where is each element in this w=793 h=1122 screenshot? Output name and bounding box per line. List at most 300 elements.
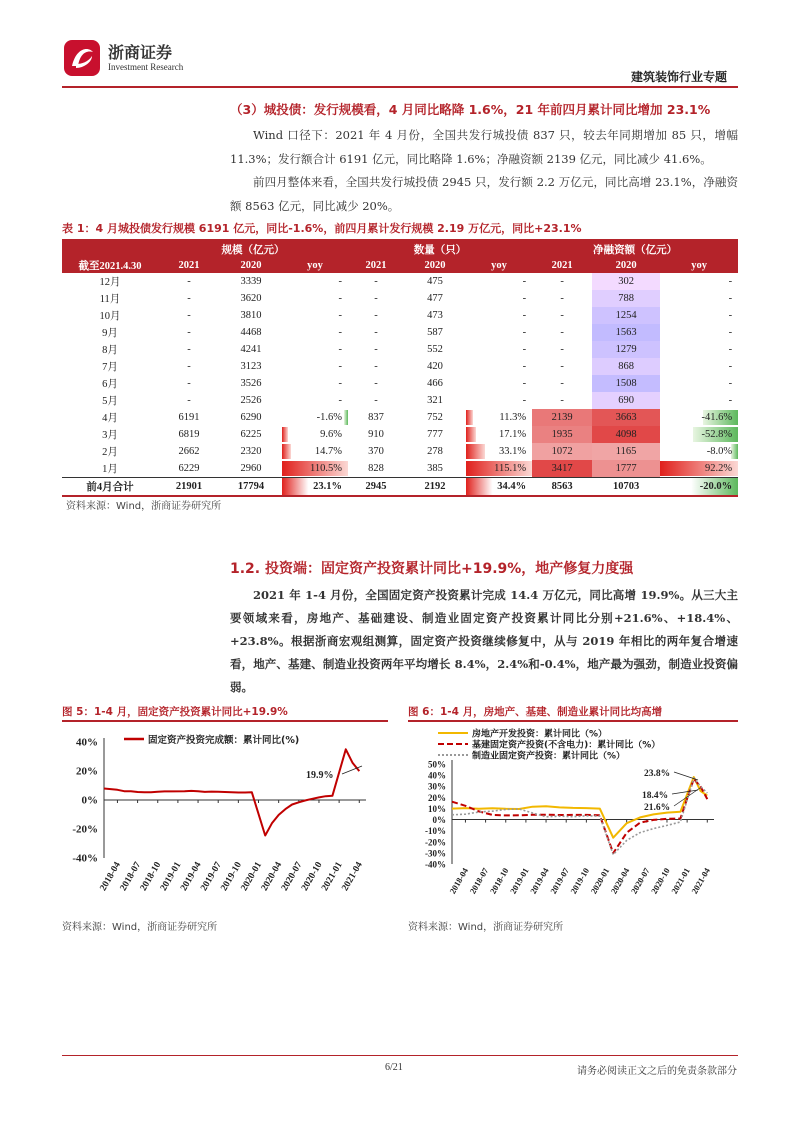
table-cell-value: 2139: [551, 412, 573, 423]
table-row-label: [62, 341, 158, 358]
x-tick-label: 2019-01: [158, 860, 184, 893]
legend-label: 固定资产投资完成额：累计同比(%): [148, 735, 300, 746]
table-row: [62, 358, 738, 375]
table-cell-value: 3417: [551, 463, 573, 474]
table-cell: [348, 426, 404, 443]
table-cell-value: -: [560, 395, 564, 406]
table-cell: [282, 392, 348, 409]
figure5-rule: [62, 720, 388, 722]
table-cell: [282, 273, 348, 290]
table-cell: [282, 341, 348, 358]
table-cell: [592, 341, 660, 358]
y-tick-label: 10%: [428, 803, 446, 814]
table-cell: [158, 324, 220, 341]
table-cell-value: -: [187, 344, 191, 355]
table-cell-value: 2月: [102, 447, 118, 458]
annotation-leader: [674, 788, 700, 806]
table-cell: [466, 392, 532, 409]
table-cell: [592, 426, 660, 443]
table-cell: [404, 460, 466, 478]
legend-label: 基建固定资产投资(不含电力)：累计同比（%）: [472, 740, 661, 751]
table-cell-value: 1935: [551, 429, 573, 440]
table-cell: [404, 392, 466, 409]
table-cell-value: 11.3%: [499, 412, 527, 423]
footer-disclaimer: 请务必阅读正文之后的免责条款部分: [577, 1066, 737, 1077]
table-cell: [532, 392, 592, 409]
table-cell-value: 552: [427, 344, 443, 355]
table-cell: [158, 426, 220, 443]
table-cell: [466, 290, 532, 307]
table-cell-value: 5月: [102, 396, 118, 407]
table-cell-value: -: [187, 378, 191, 389]
table-cell: [660, 375, 738, 392]
table-row: [62, 324, 738, 341]
table-cell: [282, 426, 348, 443]
table-cell: [404, 307, 466, 324]
section-heading-urban-bonds: （3）城投债：发行规模看，4 月同比略降 1.6%，21 年前四月累计同比增加 23.1%: [230, 102, 711, 117]
section-heading-investment: 1.2. 投资端：固定资产投资累计同比+19.9%，地产修复力度强: [230, 561, 634, 577]
table-cell-value: -: [187, 276, 191, 287]
table-cell-value: 1279: [615, 344, 637, 355]
table-cell-value: 110.5%: [310, 463, 343, 474]
x-tick-label: 2020-04: [608, 866, 632, 896]
table-cell: [220, 426, 282, 443]
legend-label: 房地产开发投资：累计同比（%）: [472, 729, 608, 740]
figure6-chart: [408, 724, 738, 910]
table-cell: [404, 324, 466, 341]
table-column-header: yoy: [466, 257, 532, 273]
x-tick-label: 2021-01: [320, 860, 345, 893]
table-cell-value: 9月: [102, 328, 118, 339]
table-cell-value: 4468: [240, 327, 262, 338]
data-label: 23.8%: [644, 769, 671, 779]
table-cell: [348, 307, 404, 324]
table-cell-value: 752: [427, 412, 443, 423]
table-column-header: 2020: [592, 257, 660, 273]
annotation-leader: [674, 772, 698, 780]
x-tick-label: 2018-10: [487, 866, 511, 896]
table-cell-value: 6月: [102, 379, 118, 390]
y-tick-label: 20%: [428, 792, 446, 803]
table-cell: [348, 392, 404, 409]
table-cell: [660, 324, 738, 341]
table-cell: [532, 324, 592, 341]
header-divider: [62, 86, 738, 88]
table-total-cell: 8563: [532, 478, 592, 497]
table-cell: [282, 324, 348, 341]
table-cell-value: 33.1%: [498, 446, 527, 457]
x-tick-label: 2018-07: [118, 860, 144, 893]
figure6-source: 资料来源：Wind，浙商证券研究所: [408, 922, 564, 933]
report-type: 建筑装饰行业专题: [630, 70, 727, 84]
table-cell: [466, 409, 532, 426]
table-column-header: 2020: [220, 257, 282, 273]
table-cell-value: 837: [368, 412, 384, 423]
table-cell: [466, 324, 532, 341]
table-cell-value: 828: [368, 463, 384, 474]
table-row-label: [62, 324, 158, 341]
table-cell-value: 14.7%: [314, 446, 343, 457]
table-cell-value: -: [522, 276, 527, 287]
table-cell-value: 4月: [102, 413, 118, 424]
table-cell-value: 2662: [178, 446, 200, 457]
table-total-cell: 21901: [158, 478, 220, 497]
table-cell: [660, 443, 738, 460]
table-cell-value: 1777: [615, 463, 637, 474]
company-logo-icon: [62, 38, 102, 78]
table-cell-value: -: [338, 293, 343, 304]
yoy-data-bar: [282, 444, 291, 459]
y-tick-label: 40%: [76, 736, 98, 749]
table-cell: [592, 375, 660, 392]
table-cell: [466, 341, 532, 358]
table-cell-value: 6229: [178, 463, 200, 474]
table-cell-value: -: [338, 395, 343, 406]
table-cell: [220, 460, 282, 478]
table-cell: [404, 443, 466, 460]
table-cell-value: 2960: [240, 463, 262, 474]
table-cell-value: 3月: [102, 430, 118, 441]
table-cell-value: 370: [368, 446, 384, 457]
table-cell: [220, 443, 282, 460]
table-cell-value: 115.1%: [494, 463, 527, 474]
table-column-header: 2021: [158, 257, 220, 273]
table-row-label: [62, 375, 158, 392]
table-row-label: [62, 426, 158, 443]
table-cell-value: 6819: [178, 429, 200, 440]
table-cell: [220, 290, 282, 307]
table-cell: [466, 273, 532, 290]
table-cell-value: 3339: [240, 276, 262, 287]
table-cell: [348, 460, 404, 478]
table-cell-value: -: [338, 276, 343, 287]
yoy-data-bar: [466, 410, 472, 425]
table-cell: [404, 358, 466, 375]
table-column-header: yoy: [660, 257, 738, 273]
table-cell: [282, 375, 348, 392]
company-name-cn: 浙商证券: [108, 43, 173, 62]
table-cell-value: -: [560, 276, 564, 287]
table-cell: [592, 460, 660, 478]
table-row: [62, 307, 738, 324]
table-cell-value: 6225: [240, 429, 262, 440]
table-cell-value: -: [374, 310, 378, 321]
table-cell-value: 1508: [615, 378, 637, 389]
table-cell: [592, 307, 660, 324]
figure5-source: 资料来源：Wind，浙商证券研究所: [62, 922, 218, 933]
table-cell: [282, 358, 348, 375]
table-cell-value: -: [522, 361, 527, 372]
data-label: 19.9%: [306, 770, 334, 781]
table-cell-value: -: [187, 395, 191, 406]
footer-divider: [62, 1055, 738, 1056]
table-cell-value: -: [728, 276, 733, 287]
table-cell-value: -: [728, 344, 733, 355]
table-cell-value: 17.1%: [498, 429, 527, 440]
table-cell: [404, 341, 466, 358]
table-row-label: [62, 392, 158, 409]
table-cell: [660, 426, 738, 443]
table-total-cell: 34.4%: [466, 478, 532, 497]
table-cell: [404, 375, 466, 392]
table-cell-value: -: [522, 310, 527, 321]
table-cell: [158, 290, 220, 307]
table-total-cell: -20.0%: [660, 478, 738, 497]
table-cell-value: -: [560, 327, 564, 338]
table-cell-value: -: [338, 310, 343, 321]
urban-bond-table: [62, 241, 738, 497]
table-cell-value: -: [374, 361, 378, 372]
table-cell: [592, 409, 660, 426]
table-row: [62, 460, 738, 478]
x-tick-label: 2020-01: [588, 866, 612, 896]
table-cell-value: -: [374, 378, 378, 389]
table-cell-value: -: [338, 378, 343, 389]
x-tick-label: 2019-07: [548, 866, 571, 896]
x-tick-label: 2019-04: [179, 860, 204, 893]
table-cell-value: -: [187, 293, 191, 304]
table-cell-value: -41.6%: [701, 412, 733, 423]
table-cell: [220, 324, 282, 341]
y-tick-label: -20%: [72, 823, 98, 836]
table-cell: [532, 443, 592, 460]
table-cell: [158, 341, 220, 358]
table-cell-value: 278: [427, 446, 443, 457]
table-cell-value: 4098: [615, 429, 637, 440]
table-cell: [348, 273, 404, 290]
table-cell: [532, 358, 592, 375]
table-cell: [158, 358, 220, 375]
table-cell-value: 92.2%: [704, 463, 733, 474]
table-cell: [348, 341, 404, 358]
table-cell: [660, 392, 738, 409]
x-tick-label: 2018-07: [467, 866, 491, 896]
x-tick-label: 2021-01: [669, 866, 692, 896]
table-cell-value: -: [560, 378, 564, 389]
table-row-header: 截至2021.4.30: [62, 257, 158, 273]
table-cell: [466, 307, 532, 324]
table-cell-value: 466: [427, 378, 443, 389]
table-column-header: 2021: [532, 257, 592, 273]
table-total-label: 前4月合计: [62, 478, 158, 497]
table-cell: [466, 426, 532, 443]
table-cell-value: 788: [618, 293, 634, 304]
table-row-label: [62, 460, 158, 478]
table-cell-value: 1165: [615, 446, 637, 457]
table-cell: [532, 307, 592, 324]
y-tick-label: 50%: [428, 759, 446, 770]
table-cell: [404, 273, 466, 290]
company-name-en: Investment Research: [108, 62, 184, 72]
table-cell: [404, 426, 466, 443]
table-row: [62, 392, 738, 409]
table-header-cell: [62, 241, 158, 257]
paragraph-line: Wind 口径下：2021 年 4 月份，全国共发行城投债 837 只，较去年同期增加 85 只，增幅 11.3%；发行额合计 6191 亿元，同比略降 1.6%；净融资额 2139 亿元，同比减少 41.6%。: [230, 128, 738, 166]
table-cell-value: -: [374, 344, 378, 355]
table-row: [62, 443, 738, 460]
table-row: [62, 273, 738, 290]
x-tick-label: 2019-04: [527, 866, 551, 896]
page-number: 6/21: [385, 1062, 403, 1073]
table-cell: [592, 443, 660, 460]
data-label: 21.6%: [644, 803, 671, 813]
y-tick-label: 0%: [81, 794, 98, 807]
x-tick-label: 2021-04: [340, 860, 365, 893]
table-cell-value: 3526: [240, 378, 262, 389]
table-cell: [532, 409, 592, 426]
x-tick-label: 2020-10: [648, 866, 672, 896]
table-cell: [158, 409, 220, 426]
table-cell-value: -: [560, 293, 564, 304]
table-cell: [592, 273, 660, 290]
y-tick-label: 20%: [76, 765, 98, 778]
table-cell-value: 302: [618, 276, 634, 287]
table-cell: [660, 341, 738, 358]
x-tick-label: 2019-01: [507, 866, 531, 896]
yoy-data-bar: [731, 444, 738, 459]
table-cell: [220, 375, 282, 392]
table-total-row: [62, 478, 738, 497]
data-label: 18.4%: [642, 791, 669, 801]
table-row: [62, 341, 738, 358]
urban-bonds-paragraph: [230, 124, 738, 218]
table-column-header: yoy: [282, 257, 348, 273]
table-row: [62, 409, 738, 426]
table-cell: [404, 409, 466, 426]
table-cell-value: -52.8%: [701, 429, 733, 440]
table-cell-value: 690: [618, 395, 634, 406]
x-tick-label: 2020-01: [239, 860, 265, 893]
paragraph-line: 前四月整体来看，全国共发行城投债 2945 只，发行额 2.2 万亿元，同比高增 23.1%，净融资额 8563 亿元，同比减少 20%。: [230, 175, 738, 213]
table-cell: [220, 273, 282, 290]
table-cell: [348, 443, 404, 460]
y-tick-label: -20%: [425, 837, 446, 848]
table-cell: [220, 392, 282, 409]
table-row: [62, 375, 738, 392]
figure6-title: 图 6：1-4 月，房地产、基建、制造业累计同比均高增: [408, 706, 663, 718]
yoy-data-bar: [466, 427, 476, 442]
table-cell-value: -: [374, 395, 378, 406]
table-cell: [282, 307, 348, 324]
table-column-header: 2020: [404, 257, 466, 273]
table-row: [62, 290, 738, 307]
table-cell-value: 477: [427, 293, 443, 304]
x-tick-label: 2019-07: [199, 860, 224, 893]
y-tick-label: -40%: [425, 859, 446, 870]
y-tick-label: -40%: [72, 852, 98, 865]
table-cell: [532, 375, 592, 392]
table-cell: [532, 290, 592, 307]
table-cell-value: -: [187, 310, 191, 321]
table-cell: [220, 341, 282, 358]
table-cell-value: 1072: [551, 446, 573, 457]
table-cell: [532, 341, 592, 358]
table-cell: [348, 324, 404, 341]
figure5-chart: [62, 724, 388, 910]
table-cell: [660, 273, 738, 290]
y-tick-label: 30%: [428, 781, 446, 792]
table-row-label: [62, 290, 158, 307]
table-cell: [282, 443, 348, 460]
table-cell-value: 777: [427, 429, 443, 440]
table-row-label: [62, 307, 158, 324]
table-cell-value: -: [728, 395, 733, 406]
paragraph-line: 2021 年 1-4 月份，全国固定资产投资累计完成 14.4 万亿元，同比高增 19.9%。从三大主要领域来看，房地产、基础建设、制造业固定资产投资累计同比分别+21.6%、+18.4%、+23.8%。根据浙商宏观组测算，固定资产投资继续修复中，从与 2019 年相比的两年复合增速看，地产、基建、制造业投资两年平均增长 8.4%，2.4%和-0.4%，地产最为强劲，制造业投资偏弱。: [230, 588, 738, 694]
table-cell: [348, 290, 404, 307]
legend-label: 制造业固定资产投资：累计同比（%）: [472, 751, 626, 762]
table-cell-value: -: [522, 378, 527, 389]
table-cell-value: 1563: [615, 327, 637, 338]
table-cell-value: -: [522, 344, 527, 355]
table-row: [62, 426, 738, 443]
table-cell: [158, 375, 220, 392]
table-cell: [220, 358, 282, 375]
table-cell-value: -: [728, 310, 733, 321]
x-tick-label: 2020-10: [300, 860, 325, 893]
table-cell-value: 7月: [102, 362, 118, 373]
table-source: 资料来源：Wind，浙商证券研究所: [66, 501, 222, 512]
table-body: [62, 273, 738, 496]
table-cell: [282, 290, 348, 307]
y-tick-label: -30%: [425, 848, 446, 859]
x-tick-label: 2020-04: [259, 860, 285, 893]
x-tick-label: 2018-10: [138, 860, 164, 893]
table-cell-value: 3620: [240, 293, 262, 304]
table-group-header: 数量（只）: [348, 241, 532, 257]
table-cell-value: -: [728, 293, 733, 304]
figure5-title: 图 5：1-4 月，固定资产投资累计同比+19.9%: [62, 706, 288, 718]
table-cell-value: -: [560, 310, 564, 321]
table-cell-value: 8月: [102, 345, 118, 356]
yoy-data-bar: [282, 427, 288, 442]
table-cell: [466, 460, 532, 478]
table-cell-value: 2320: [240, 446, 262, 457]
table-cell: [158, 307, 220, 324]
table-cell: [158, 460, 220, 478]
table-cell: [466, 443, 532, 460]
table-title: 表 1：4 月城投债发行规模 6191 亿元，同比-1.6%，前四月累计发行规模 2.19 万亿元，同比+23.1%: [62, 222, 582, 235]
x-tick-label: 2018-04: [447, 866, 471, 896]
table-cell-value: -: [728, 361, 733, 372]
table-cell: [660, 358, 738, 375]
table-cell-value: 3123: [240, 361, 262, 372]
table-cell: [158, 392, 220, 409]
table-cell-value: 3810: [240, 310, 262, 321]
table-cell-value: 3663: [615, 412, 637, 423]
table-cell-value: 10月: [99, 311, 121, 322]
table-cell: [466, 375, 532, 392]
figure6-rule: [408, 720, 738, 722]
table-cell-value: -: [728, 378, 733, 389]
table-cell: [660, 460, 738, 478]
series-line: [104, 749, 359, 835]
x-tick-label: 2020-07: [279, 860, 305, 893]
table-total-cell: 17794: [220, 478, 282, 497]
series-line: [452, 778, 707, 855]
table-cell: [532, 426, 592, 443]
table-column-header: 2021: [348, 257, 404, 273]
table-cell: [348, 375, 404, 392]
table-cell-value: -: [560, 361, 564, 372]
table-cell: [282, 460, 348, 478]
table-group-header-row: [62, 241, 738, 257]
table-cell-value: 473: [427, 310, 443, 321]
table-cell-value: 321: [427, 395, 443, 406]
table-group-header: 规模（亿元）: [158, 241, 348, 257]
table-cell-value: 6191: [178, 412, 200, 423]
table-cell: [404, 290, 466, 307]
table-row-label: [62, 358, 158, 375]
